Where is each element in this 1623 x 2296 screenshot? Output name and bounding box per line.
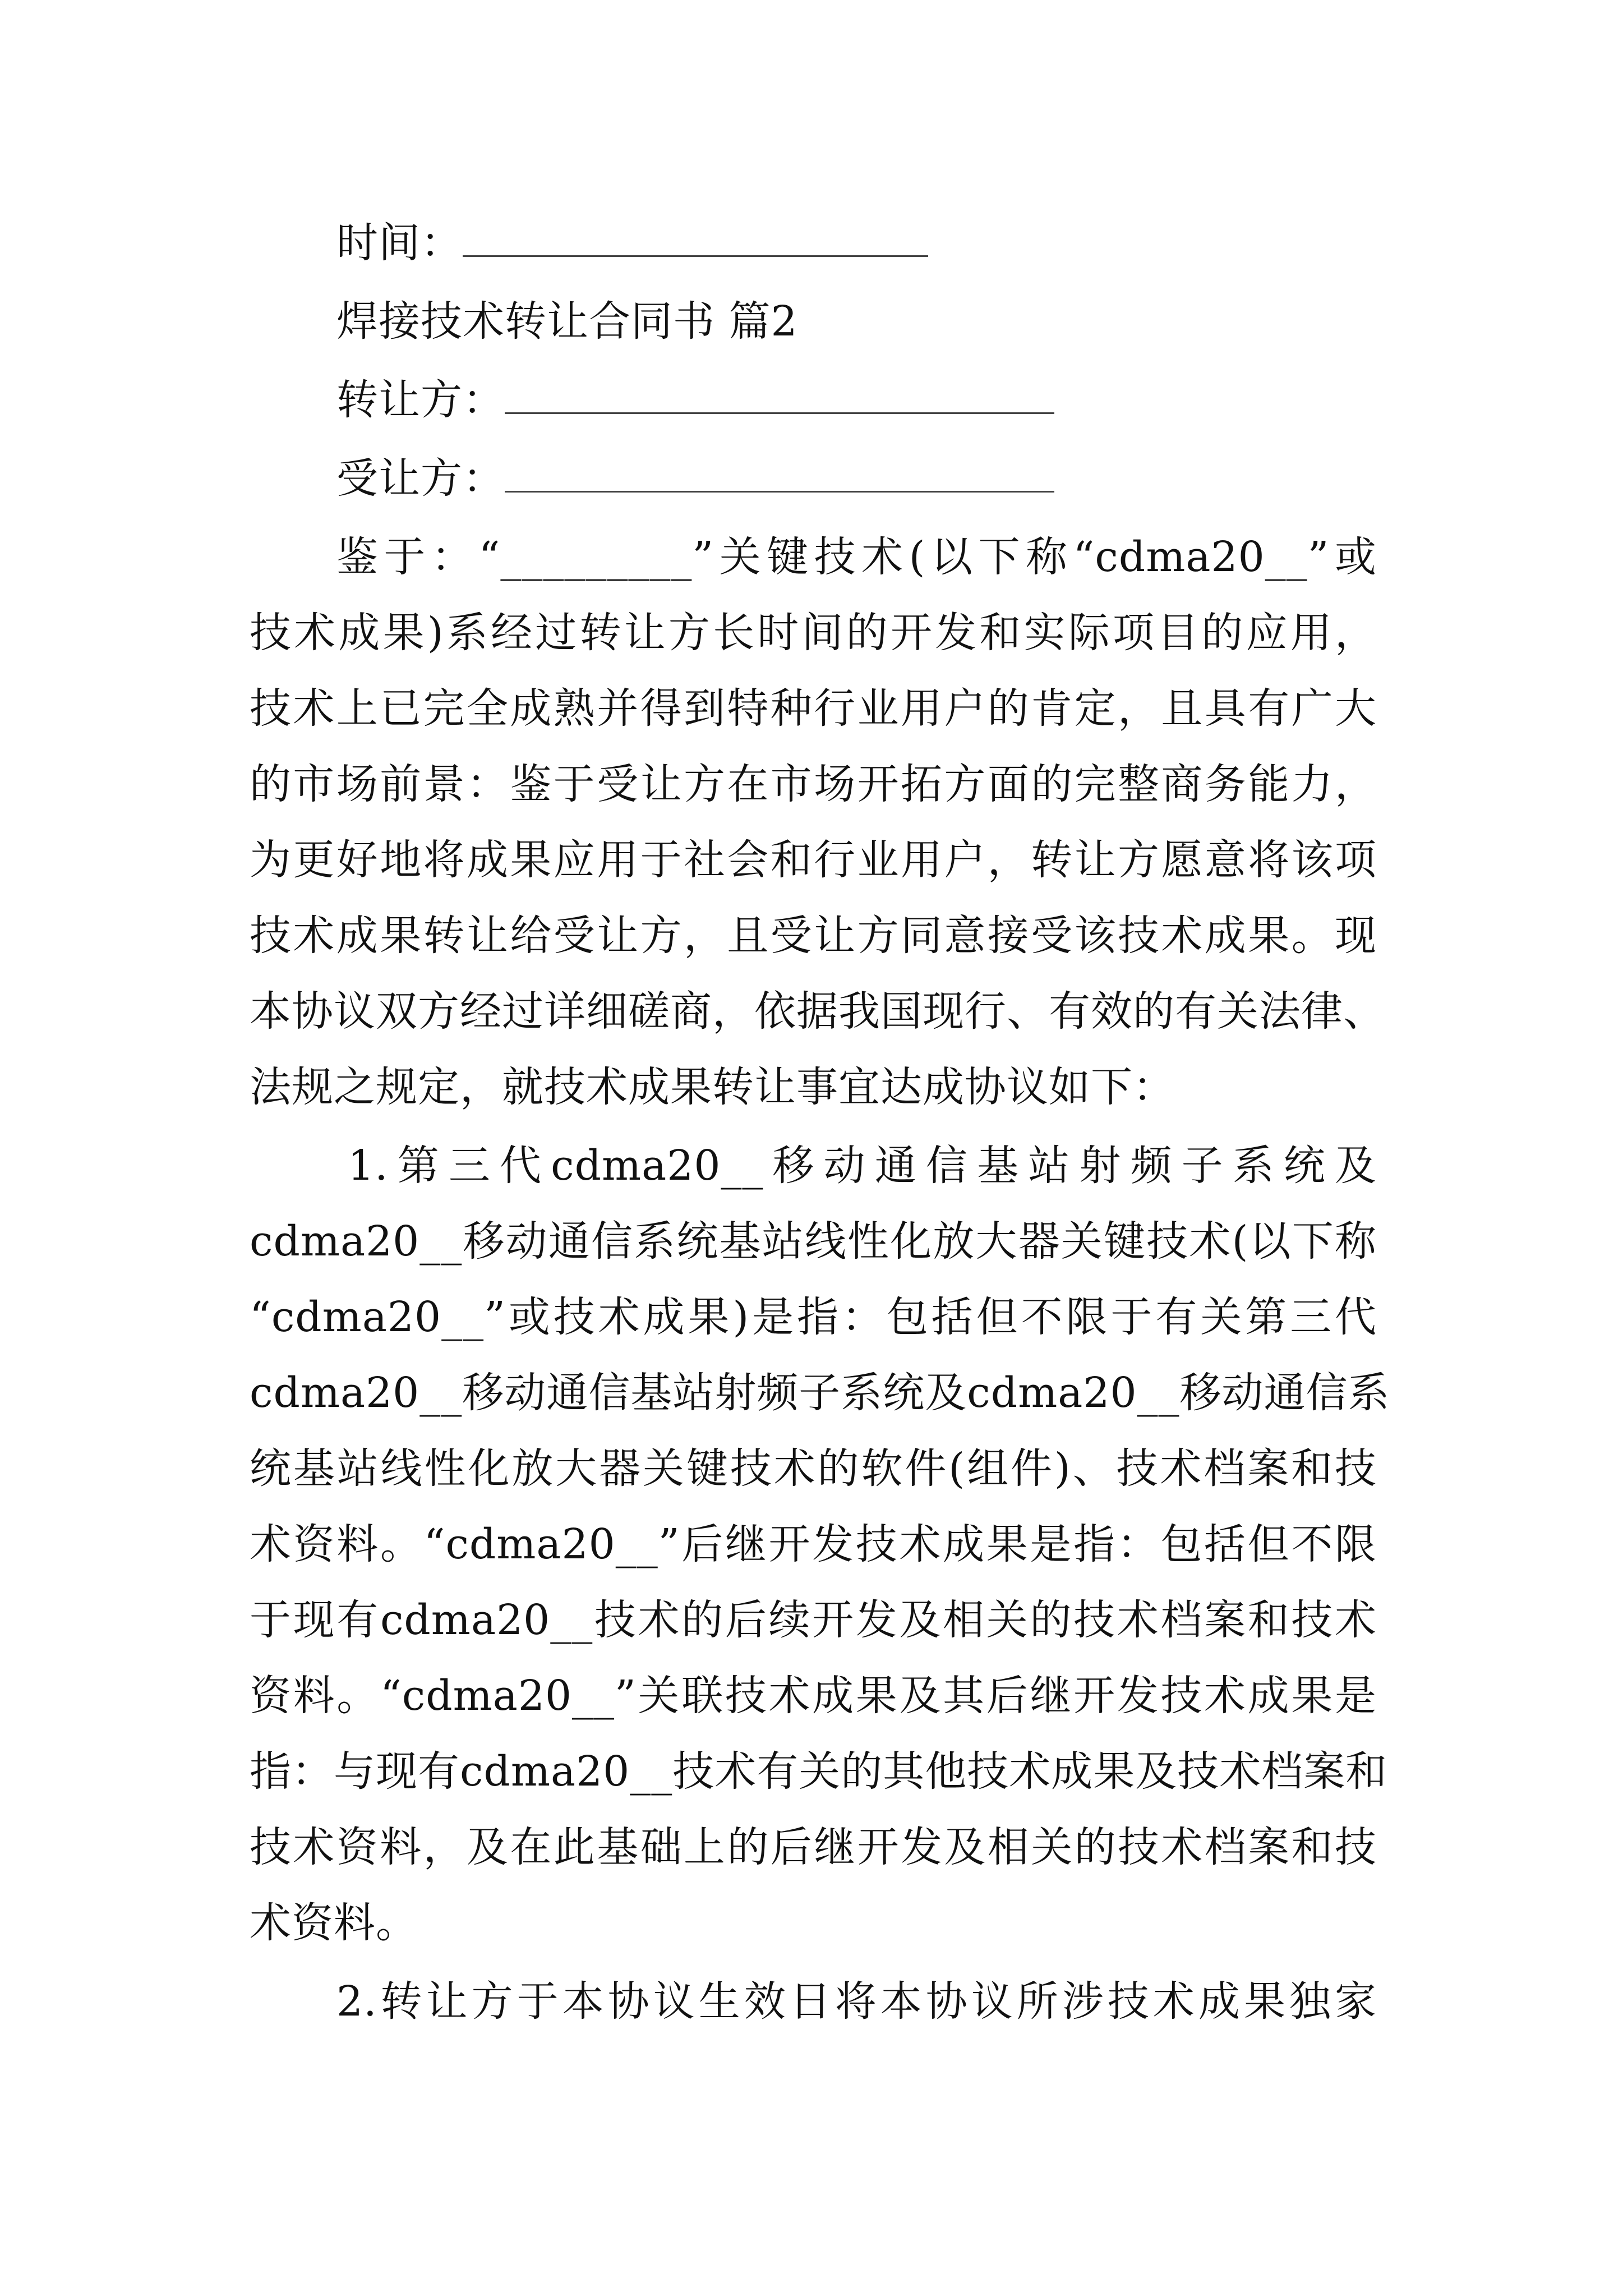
clause1-line: “cdma20__”或技术成果)是指：包括但不限于有关第三代	[250, 1293, 1377, 1341]
clause1-line: cdma20__移动通信系统基站线性化放大器关键技术(以下称	[250, 1217, 1377, 1266]
document-title: 焊接技术转让合同书 篇2	[336, 297, 798, 346]
clause1-line: 技术资料，及在此基础上的后继开发及相关的技术档案和技	[250, 1823, 1377, 1871]
clause1-line: 于现有cdma20__技术的后续开发及相关的技术档案和技术	[250, 1596, 1377, 1644]
clause1-line: cdma20__移动通信基站射频子系统及cdma20__移动通信系	[250, 1369, 1390, 1417]
time-label: 时间：	[336, 219, 463, 267]
transferor-label: 转让方：	[336, 376, 505, 424]
clause1-line: 1.第三代cdma20__移动通信基站射频子系统及	[348, 1142, 1377, 1190]
transferor-field	[336, 373, 1054, 427]
clause1-line: 术资料。“cdma20__”后继开发技术成果是指：包括但不限	[250, 1520, 1377, 1568]
transferor-blank	[505, 378, 1054, 414]
clause1-line: 统基站线性化放大器关键技术的软件(组件)、技术档案和技	[250, 1444, 1377, 1493]
time-blank	[463, 220, 928, 257]
transferee-label: 受让方：	[336, 454, 505, 503]
para1-line: 法规之规定，就技术成果转让事宜达成协议如下：	[250, 1063, 1175, 1111]
para1-line: 技术成果转让给受让方，且受让方同意接受该技术成果。现	[250, 912, 1377, 960]
para1-line: 为更好地将成果应用于社会和行业用户，转让方愿意将该项	[250, 836, 1377, 884]
transferee-field	[336, 452, 1054, 505]
clause1-line: 资料。“cdma20__”关联技术成果及其后继开发技术成果是	[250, 1672, 1377, 1720]
para1-line: 鉴于：“_________”关键技术(以下称“cdma20__”或	[336, 533, 1377, 581]
time-field	[336, 216, 928, 270]
para1-line: 技术上已完全成熟并得到特种行业用户的肯定，且具有广大	[250, 684, 1377, 733]
para1-line: 的市场前景：鉴于受让方在市场开拓方面的完整商务能力，	[250, 760, 1377, 808]
clause1-line: 术资料。	[250, 1899, 418, 1947]
clause2-line: 2.转让方于本协议生效日将本协议所涉技术成果独家	[336, 1977, 1377, 2026]
clause1-line: 指：与现有cdma20__技术有关的其他技术成果及技术档案和	[250, 1747, 1388, 1796]
para1-line: 本协议双方经过详细磋商，依据我国现行、有效的有关法律、	[250, 987, 1385, 1036]
transferee-blank	[505, 456, 1054, 493]
para1-line: 技术成果)系经过转让方长时间的开发和实际项目的应用，	[250, 609, 1377, 657]
